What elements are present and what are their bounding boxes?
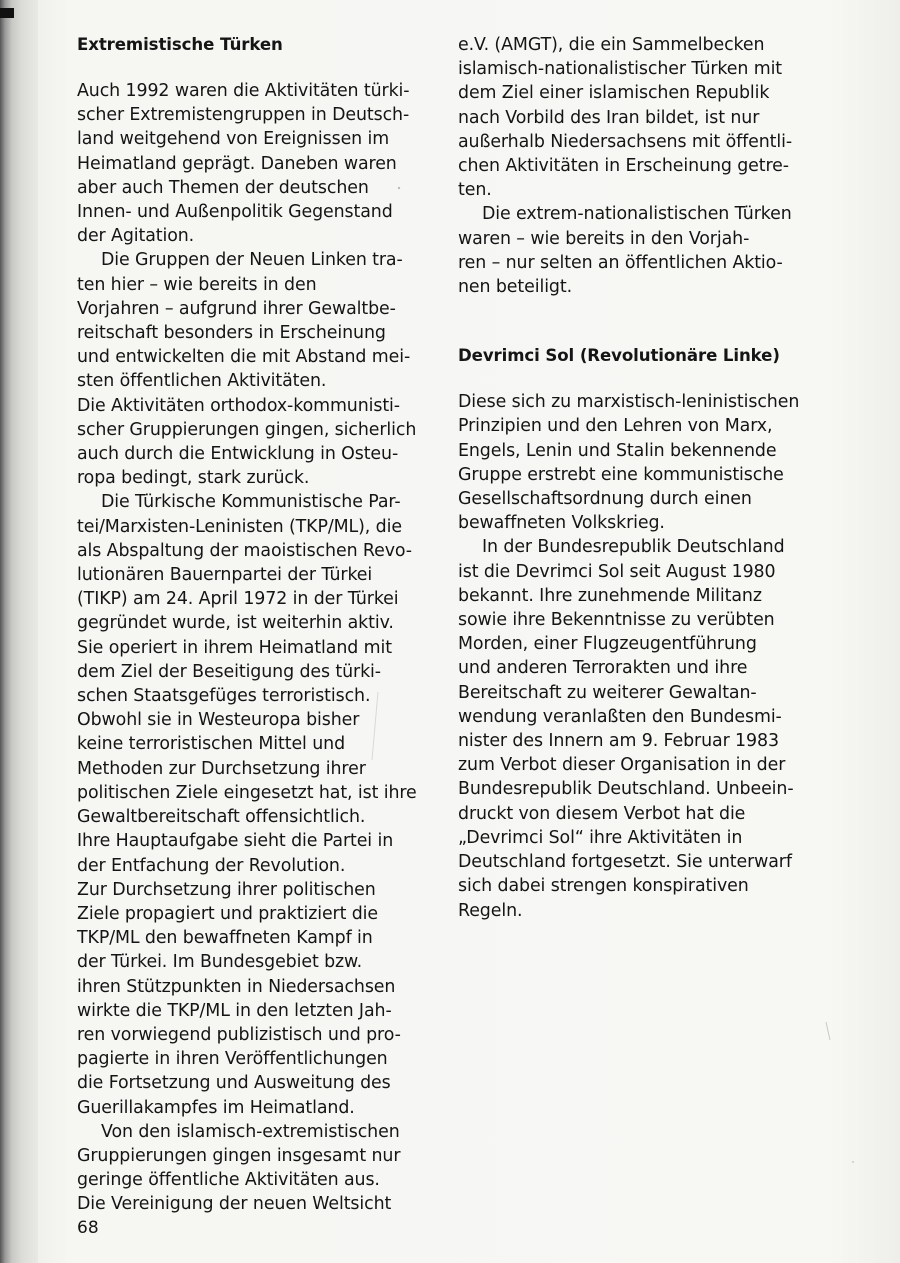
text-line: pagierte in ihren Veröffentlichungen: [77, 1049, 388, 1070]
text-line: auch durch die Entwicklung in Osteu-: [77, 444, 399, 465]
text-line: ist die Devrimci Sol seit August 1980: [458, 561, 776, 582]
text-line: In der Bundesrepublik Deutschland: [482, 537, 785, 558]
text-line: Prinzipien und den Lehren von Marx,: [458, 416, 773, 437]
text-line: Die extrem-nationalistischen Türken: [482, 204, 792, 225]
text-line: die Fortsetzung und Ausweitung des: [77, 1073, 391, 1094]
text-line: zum Verbot dieser Organisation in der: [458, 755, 786, 776]
text-line: ropa bedingt, stark zurück.: [77, 468, 310, 489]
text-line: Regeln.: [458, 900, 523, 921]
scan-dot: [398, 187, 400, 189]
text-line: Diese sich zu marxistisch-leninistischen: [458, 392, 800, 413]
text-line: Morden, einer Flugzeugentführung: [458, 634, 757, 655]
text-line: nister des Innern am 9. Februar 1983: [458, 731, 779, 752]
text-line: wirkte die TKP/ML in den letzten Jah-: [77, 1000, 392, 1021]
text-line: Gewaltbereitschaft offensichtlich.: [77, 807, 366, 828]
text-line: nen beteiligt.: [458, 277, 573, 298]
text-line: keine terroristischen Mittel und: [77, 734, 346, 755]
text-line: Von den islamisch-extremistischen: [101, 1121, 400, 1142]
text-line: als Abspaltung der maoistischen Revo-: [77, 540, 412, 561]
text-line: Engels, Lenin und Stalin bekennende: [458, 440, 777, 461]
text-line: aber auch Themen der deutschen: [77, 177, 369, 198]
text-line: geringe öffentliche Aktivitäten aus.: [77, 1170, 380, 1191]
text-line: bekannt. Ihre zunehmende Militanz: [458, 585, 762, 606]
text-line: ren – nur selten an öffentlichen Aktio-: [458, 252, 783, 273]
text-line: „Devrimci Sol“ ihre Aktivitäten in: [458, 827, 743, 848]
text-line: reitschaft besonders in Erscheinung: [77, 323, 386, 344]
text-line: Die Gruppen der Neuen Linken tra-: [101, 250, 403, 271]
text-line: Obwohl sie in Westeuropa bisher: [77, 710, 360, 731]
text-line: Ziele propagiert und praktiziert die: [77, 903, 379, 924]
text-line: (TIKP) am 24. April 1972 in der Türkei: [77, 589, 399, 610]
text-line: Methoden zur Durchsetzung ihrer: [77, 758, 366, 779]
text-line: ren vorwiegend publizistisch und pro-: [77, 1024, 401, 1045]
text-line: lutionären Bauernpartei der Türkei: [77, 565, 373, 586]
text-line: tei/Marxisten-Leninisten (TKP/ML), die: [77, 516, 402, 537]
scan-scratch: [826, 1022, 830, 1040]
text-line: und entwickelten die mit Abstand mei-: [77, 347, 411, 368]
text-line: Sie operiert in ihrem Heimatland mit: [77, 637, 392, 658]
text-line: dem Ziel der Beseitigung des türki-: [77, 661, 381, 682]
text-line: TKP/ML den bewaffneten Kampf in: [77, 928, 373, 949]
text-line: Gruppierungen gingen insgesamt nur: [77, 1145, 401, 1166]
text-line: außerhalb Niedersachsens mit öffentli-: [458, 131, 793, 152]
text-line: dem Ziel einer islamischen Republik: [458, 83, 770, 104]
text-line: Bundesrepublik Deutschland. Unbeein-: [458, 779, 794, 800]
text-line: Innen- und Außenpolitik Gegenstand: [77, 202, 393, 223]
text-line: Deutschland fortgesetzt. Sie unterwarf: [458, 852, 792, 873]
section-heading-extremistische-tuerken: Extremistische Türken: [77, 35, 283, 54]
text-line: chen Aktivitäten in Erscheinung getre-: [458, 156, 789, 177]
text-line: islamisch-nationalistischer Türken mit: [458, 59, 783, 80]
text-line: bewaffneten Volkskrieg.: [458, 513, 665, 534]
text-line: der Entfachung der Revolution.: [77, 855, 346, 876]
text-line: nach Vorbild des Iran bildet, ist nur: [458, 107, 760, 128]
text-line: Heimatland geprägt. Daneben waren: [77, 153, 397, 174]
text-line: der Agitation.: [77, 226, 195, 247]
text-line: Guerillakampfes im Heimatland.: [77, 1097, 355, 1118]
text-line: Die Vereinigung der neuen Weltsicht: [77, 1194, 392, 1215]
text-line: sowie ihre Bekenntnisse zu verübten: [458, 610, 775, 631]
text-line: waren – wie bereits in den Vorjah-: [458, 228, 750, 249]
text-line: sich dabei strengen konspirativen: [458, 876, 749, 897]
section-heading-devrimci-sol: Devrimci Sol (Revolutionäre Linke): [458, 346, 780, 366]
text-line: Die Aktivitäten orthodox-kommunisti-: [77, 395, 400, 416]
text-line: gegründet wurde, ist weiterhin aktiv.: [77, 613, 394, 634]
text-line: Auch 1992 waren die Aktivitäten türki-: [77, 81, 410, 101]
text-line: Die Türkische Kommunistische Par-: [101, 492, 401, 513]
text-line: e.V. (AMGT), die ein Sammelbecken: [458, 35, 765, 55]
text-line: Zur Durchsetzung ihrer politischen: [77, 879, 376, 900]
text-line: druckt von diesem Verbot hat die: [458, 803, 746, 824]
text-line: Bereitschaft zu weiterer Gewaltan-: [458, 682, 757, 703]
text-line: politischen Ziele eingesetzt hat, ist ihre: [77, 782, 417, 803]
text-line: land weitgehend von Ereignissen im: [77, 129, 390, 150]
text-line: ten.: [458, 180, 492, 201]
text-line: und anderen Terrorakten und ihre: [458, 658, 748, 679]
text-line: Ihre Hauptaufgabe sieht die Partei in: [77, 831, 394, 852]
text-line: Vorjahren – aufgrund ihrer Gewaltbe-: [77, 298, 396, 319]
text-line: wendung veranlaßten den Bundesmi-: [458, 706, 782, 727]
text-line: ten hier – wie bereits in den: [77, 274, 317, 295]
scan-scratch: [372, 692, 378, 760]
text-line: schen Staatsgefüges terroristisch.: [77, 686, 371, 707]
text-line: scher Extremistengruppen in Deutsch-: [77, 105, 410, 126]
text-line: sten öffentlichen Aktivitäten.: [77, 371, 327, 392]
text-line: scher Gruppierungen gingen, sicherlich: [77, 419, 417, 440]
text-line: Gesellschaftsordnung durch einen: [458, 489, 752, 510]
text-line: der Türkei. Im Bundesgebiet bzw.: [77, 952, 363, 973]
text-line: ihren Stützpunkten in Niedersachsen: [77, 976, 396, 997]
page-number: 68: [77, 1218, 99, 1238]
text-line: Gruppe erstrebt eine kommunistische: [458, 464, 784, 485]
scan-dot: [852, 1161, 854, 1163]
